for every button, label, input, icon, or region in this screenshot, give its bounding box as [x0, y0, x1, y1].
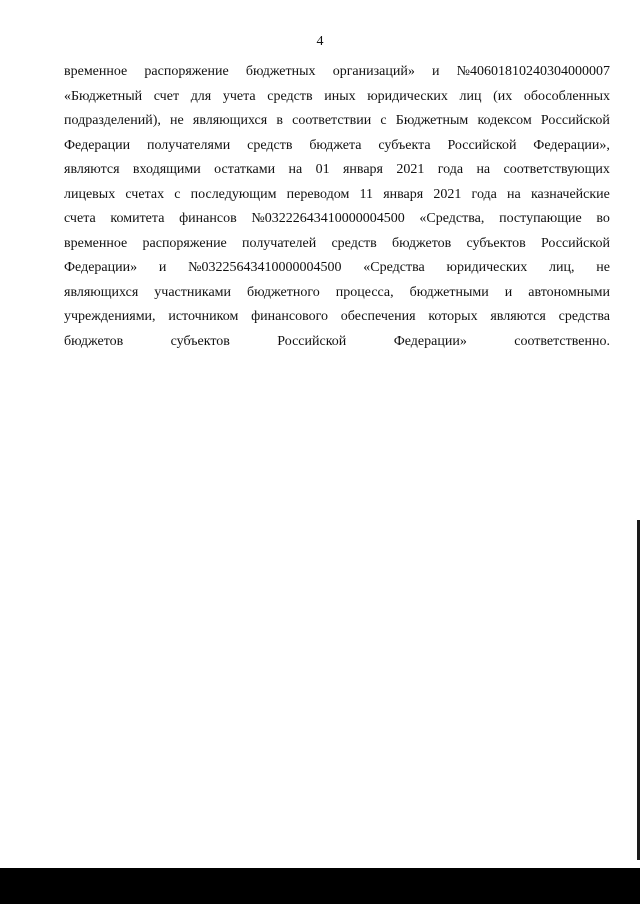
word: бюджета: [309, 137, 362, 153]
word: автономными: [528, 284, 610, 300]
word: являются: [64, 162, 120, 177]
word: юридических: [367, 88, 448, 104]
word: являются: [490, 309, 546, 324]
word: не: [170, 113, 184, 128]
scan-edge-bottom: [0, 868, 640, 904]
word: средств: [247, 137, 293, 153]
word: источником: [168, 309, 239, 324]
word: участниками: [154, 284, 232, 300]
word: лицевых: [64, 186, 116, 202]
word: соответственно.: [514, 333, 610, 349]
text-line: [64, 60, 610, 85]
word: иных: [324, 88, 356, 104]
word: счета: [64, 211, 96, 226]
word: кодексом: [477, 113, 532, 128]
text-line: [64, 183, 610, 208]
word: которых: [428, 309, 478, 324]
word: и: [158, 260, 167, 275]
word: счет: [153, 88, 180, 104]
word: для: [190, 88, 212, 104]
word: бюджетов: [64, 333, 124, 349]
word: Российской: [447, 137, 517, 153]
word: средств: [331, 235, 377, 251]
word: субъекта: [378, 137, 431, 153]
word: поступающие: [499, 211, 582, 226]
text-line: [64, 109, 610, 134]
word: Российской: [540, 113, 610, 128]
word: на: [288, 162, 303, 177]
word: (их: [493, 88, 513, 104]
word: с: [174, 186, 181, 202]
word: процесса,: [335, 284, 394, 300]
word: с: [380, 113, 387, 128]
word: бюджетных: [245, 64, 316, 79]
word: Федерации: [64, 137, 131, 153]
word: временное: [64, 235, 128, 251]
text-line: [64, 281, 610, 306]
word: финансового: [251, 309, 328, 324]
text-line: [64, 134, 610, 159]
word: казначейские: [530, 186, 610, 202]
word: и: [504, 284, 513, 300]
word: бюджетными: [409, 284, 489, 300]
word: остатками: [214, 162, 276, 177]
word: счетах: [125, 186, 165, 202]
word: организаций»: [332, 64, 415, 79]
word: учреждениями,: [64, 309, 156, 324]
word: финансов: [179, 211, 237, 226]
page-number: 4: [316, 34, 324, 49]
word: №03222643410000004500: [251, 211, 405, 226]
text-line: [64, 232, 610, 257]
word: временное: [64, 64, 128, 79]
word: «Средства,: [419, 211, 485, 226]
word: Российской: [540, 235, 610, 251]
text-line: [64, 305, 610, 330]
word: и: [432, 64, 440, 79]
text-line: [64, 85, 610, 110]
word: средства: [558, 309, 610, 324]
word: года: [437, 162, 464, 177]
text-line: [64, 158, 610, 183]
text-line: [64, 256, 610, 281]
word: 01: [315, 162, 330, 177]
word: являющихся: [64, 284, 139, 300]
word: обеспечения: [340, 309, 416, 324]
word: 2021: [433, 186, 462, 202]
word: являющихся: [192, 113, 268, 128]
word: бюджетного: [247, 284, 320, 300]
word: соответствии: [292, 113, 372, 128]
word: не: [596, 260, 610, 275]
word: в: [276, 113, 283, 128]
word: января: [383, 186, 424, 202]
body-paragraph: [64, 60, 610, 354]
word: распоряжение: [144, 64, 229, 79]
word: получателями: [146, 137, 231, 153]
word: во: [596, 211, 610, 226]
text-line: [64, 207, 610, 232]
word: года: [471, 186, 497, 202]
word: субъектов: [466, 235, 526, 251]
word: «Средства: [363, 260, 425, 275]
word: Федерации»,: [533, 137, 610, 153]
word: №40601810240304000007: [456, 64, 610, 79]
word: января: [342, 162, 383, 177]
word: на: [507, 186, 521, 202]
word: Российской: [277, 333, 347, 349]
word: лиц,: [548, 260, 575, 275]
word: соответствующих: [503, 162, 610, 177]
word: распоряжение: [142, 235, 227, 251]
word: входящими: [132, 162, 201, 177]
word: лиц: [459, 88, 482, 104]
word: на: [476, 162, 491, 177]
word: Федерации»: [64, 260, 138, 275]
word: подразделений),: [64, 113, 161, 128]
word: «Бюджетный: [64, 88, 143, 104]
word: 2021: [396, 162, 425, 177]
word: переводом: [286, 186, 350, 202]
word: учета: [222, 88, 256, 104]
word: бюджетов: [392, 235, 452, 251]
word: получателей: [242, 235, 317, 251]
word: Бюджетным: [395, 113, 469, 128]
word: Федерации»: [393, 333, 467, 349]
word: субъектов: [170, 333, 230, 349]
word: 11: [359, 186, 374, 202]
text-line: [64, 330, 610, 355]
word: последующим: [190, 186, 277, 202]
word: комитета: [110, 211, 165, 226]
word: юридических: [446, 260, 528, 275]
word: обособленных: [523, 88, 610, 104]
word: средств: [267, 88, 313, 104]
word: №03225643410000004500: [188, 260, 342, 275]
